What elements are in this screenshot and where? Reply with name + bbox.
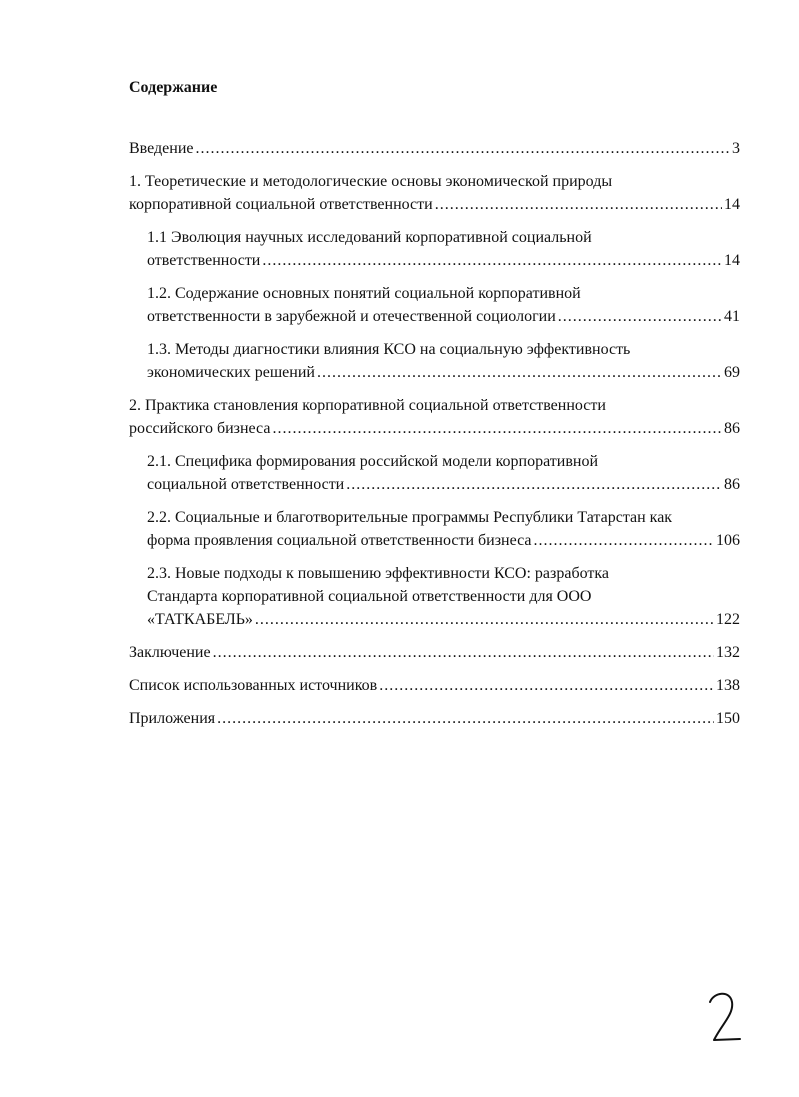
toc-entry-title-line: 1.3. Методы диагностики влияния КСО на социальную эффективность [147, 341, 631, 358]
toc-entry-page: 86 [724, 420, 740, 437]
toc-entry-page: 138 [716, 677, 740, 694]
toc-entry-title: Приложения [129, 710, 216, 727]
toc-entry-title-line: 1.2. Содержание основных понятий социальной корпоративной [147, 285, 581, 302]
toc-heading: Содержание [129, 79, 218, 96]
dot-leader [317, 361, 722, 384]
toc-entry-title-line: Стандарта корпоративной социальной ответственности для ООО [147, 588, 592, 605]
dot-leader [213, 641, 714, 664]
toc-entry-chapter-1[interactable] [129, 170, 740, 216]
toc-entry-title: Список использованных источников [129, 677, 378, 694]
toc-entry-section-1-3[interactable] [147, 338, 740, 384]
dot-leader [534, 529, 715, 552]
toc-entry-title-line: 2.1. Специфика формирования российской модели корпоративной [147, 453, 599, 470]
toc-entry-page: 14 [724, 196, 740, 213]
toc-entry-page: 132 [716, 644, 740, 661]
handwritten-page-number [700, 988, 750, 1048]
toc-entry-title-line: «ТАТКАБЕЛЬ» [147, 611, 253, 628]
toc-entry-page: 41 [724, 308, 740, 325]
toc-entry-sources[interactable] [129, 674, 740, 697]
toc-entry-title-line: корпоративной социальной ответственности [129, 196, 433, 213]
dot-leader [346, 473, 722, 496]
toc-entry-page: 86 [724, 476, 740, 493]
toc-entry-title-line: российского бизнеса [129, 420, 271, 437]
toc-entry-section-1-1[interactable] [147, 226, 740, 272]
toc-entry-page: 106 [716, 532, 740, 549]
dot-leader [272, 417, 722, 440]
toc-entry-title-line: 2.2. Социальные и благотворительные программы Республики Татарстан как [147, 509, 673, 526]
toc-entry-section-2-2[interactable] [147, 506, 740, 552]
toc-entry-section-2-3[interactable] [147, 562, 740, 631]
toc-entry-title-line: ответственности [147, 252, 261, 269]
table-of-contents [129, 137, 740, 740]
toc-entry-page: 3 [732, 140, 740, 157]
toc-entry-title: Введение [129, 140, 194, 157]
dot-leader [217, 707, 714, 730]
toc-entry-title-line: 1.1 Эволюция научных исследований корпоративной социальной [147, 229, 592, 246]
toc-entry-section-1-2[interactable] [147, 282, 740, 328]
toc-entry-introduction[interactable] [129, 137, 740, 160]
toc-entry-title-line: ответственности в зарубежной и отечественной социологии [147, 308, 556, 325]
dot-leader [379, 674, 714, 697]
toc-entry-title-line: экономических решений [147, 364, 315, 381]
dot-leader [196, 137, 731, 160]
toc-entry-section-2-1[interactable] [147, 450, 740, 496]
toc-entry-page: 69 [724, 364, 740, 381]
toc-entry-title-line: 1. Теоретические и методологические основы экономической природы [129, 173, 613, 190]
toc-entry-title-line: форма проявления социальной ответственности бизнеса [147, 532, 532, 549]
toc-entry-conclusion[interactable] [129, 641, 740, 664]
toc-entry-page: 14 [724, 252, 740, 269]
dot-leader [558, 305, 722, 328]
toc-entry-page: 150 [716, 710, 740, 727]
toc-entry-title-line: 2. Практика становления корпоративной социальной ответственности [129, 397, 606, 414]
toc-entry-chapter-2[interactable] [129, 394, 740, 440]
toc-entry-title-line: 2.3. Новые подходы к повышению эффективности КСО: разработка [147, 565, 609, 582]
toc-entry-page: 122 [716, 611, 740, 628]
dot-leader [255, 608, 714, 631]
toc-entry-title-line: социальной ответственности [147, 476, 345, 493]
toc-entry-appendix[interactable] [129, 707, 740, 730]
toc-entry-title: Заключение [129, 644, 211, 661]
dot-leader [435, 193, 722, 216]
dot-leader [262, 249, 722, 272]
